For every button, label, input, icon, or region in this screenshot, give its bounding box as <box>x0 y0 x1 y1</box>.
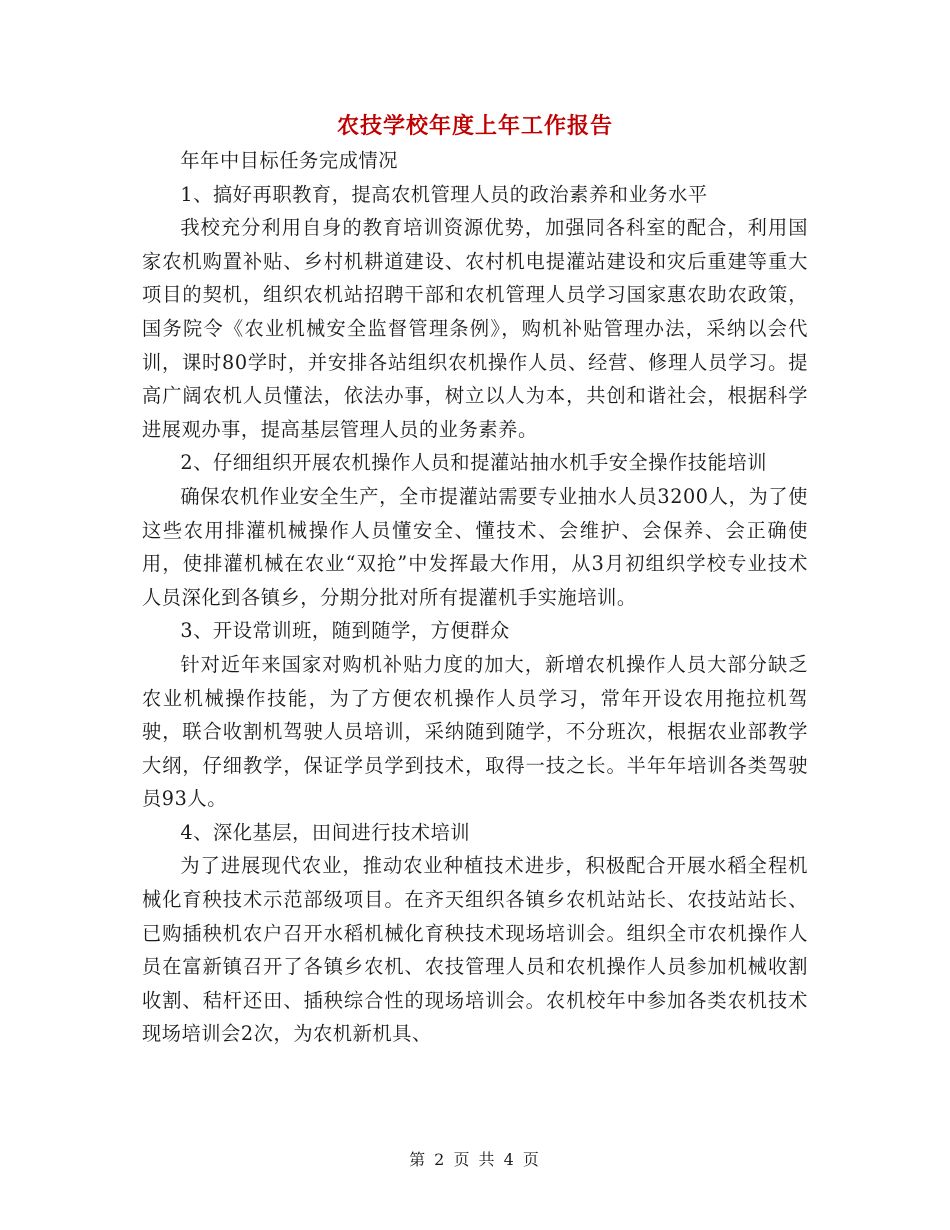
paragraph-item-2-body: 确保农机作业安全生产，全市提灌站需要专业抽水人员3200人，为了使这些农用排灌机械操作人员懂安全、懂技术、会维护、会保养、会正确使用，使排灌机械在农业“双抢”中发挥最大作用，从3月初组织学校专业技术人员深化到各镇乡，分期分批对所有提灌机手实施培训。 <box>142 484 808 609</box>
paragraph-item-3-heading: 3、开设常训班，随到随学，方便群众 <box>180 619 510 643</box>
document-title: 农技学校年度上年工作报告 <box>336 113 613 139</box>
paragraph-item-2-heading: 2、仔细组织开展农机操作人员和提灌站抽水机手安全操作技能培训 <box>180 451 768 475</box>
paragraph-item-4-heading: 4、深化基层，田间进行技术培训 <box>180 820 471 844</box>
paragraph-section-heading: 年年中目标任务完成情况 <box>180 149 399 172</box>
document-body <box>142 144 808 1051</box>
paragraph-item-1-body: 我校充分利用自身的教育培训资源优势，加强同各科室的配合，利用国家农机购置补贴、乡村机耕道建设、农村机电提灌站建设和灾后重建等重大项目的契机，组织农机站招聘干部和农机管理人员学习国家惠农助农政策，国务院令《农业机械安全监督管理条例》，购机补贴管理办法，采纳以会代训，课时80学时，并安排各站组织农机操作人员、经营、修理人员学习。提高广阔农机人员懂法，依法办事，树立以人为本，共创和谐社会，根据科学进展观办事，提高基层管理人员的业务素养。 <box>142 216 808 441</box>
paragraph-item-4-body: 为了进展现代农业，推动农业种植技术进步，积极配合开展水稻全程机械化育秧技术示范部级项目。在齐天组织各镇乡农机站站长、农技站站长、已购插秧机农户召开水稻机械化育秧技术现场培训会。组织全市农机操作人员在富新镇召开了各镇乡农机、农技管理人员和农机操作人员参加机械收割收割、秸杆还田、插秧综合性的现场培训会。农机校年中参加各类农机技术现场培训会2次，为农机新机具、 <box>142 854 808 1046</box>
paragraph-item-3-body: 针对近年来国家对购机补贴力度的加大，新增农机操作人员大部分缺乏农业机械操作技能，为了方便农机操作人员学习，常年开设农用拖拉机驾驶，联合收割机驾驶人员培训，采纳随到随学，不分班次，根据农业部教学大纲，仔细教学，保证学员学到技术，取得一技之长。半年年培训各类驾驶员93人。 <box>142 652 808 811</box>
paragraph-item-1-heading: 1、搞好再职教育，提高农机管理人员的政治素养和业务水平 <box>180 182 708 206</box>
page-number-footer: 第 2 页 共 4 页 <box>409 1150 541 1169</box>
